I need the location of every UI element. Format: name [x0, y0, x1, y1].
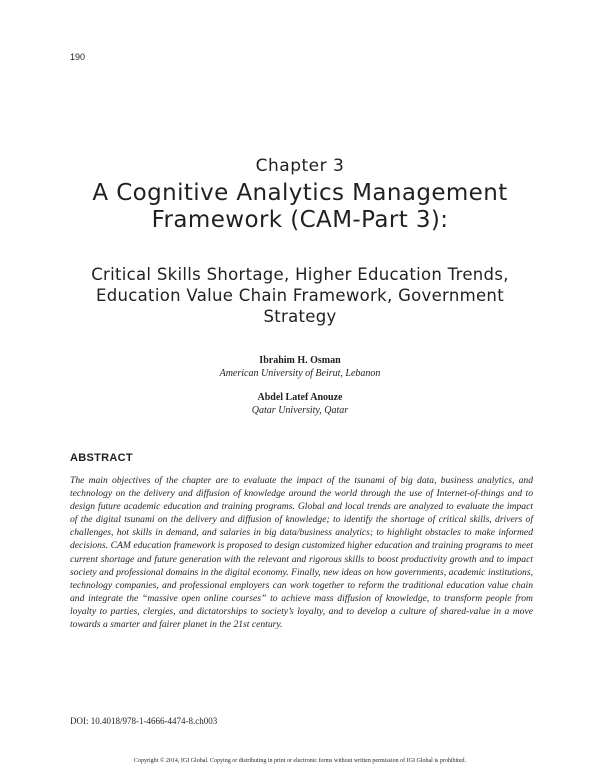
abstract-heading: ABSTRACT — [70, 452, 133, 464]
chapter-label: Chapter 3 — [255, 156, 345, 176]
author-name-2: Abdel Latef Anouze — [257, 392, 343, 403]
author-affiliation-2: Qatar University, Qatar — [251, 405, 349, 416]
abstract-body: The main objectives of the chapter are to evaluate the impact of the tsunami of big data, business analytics, and technology on the delivery and diffusion of knowledge around the world through the use of Internet-of-things and to design future academic education and training programs. Global and local trends are analyzed to evaluate the impact of the digital tsunami on the delivery and diffusion of knowledge; to identify the shortage of critical skills, drivers of challenges, hot skills in demand, and salaries in big data/business analytics; to highlight obstacles to make informed decisions. CAM education framework is proposed to design customized higher education and training programs to meet current shortage and future generation with the relevant and rigorous skills to boost productivity growth and to impact society and professional domains in the digital economy. Finally, new ideas on how governments, academic institutions, technology companies, and professional employers can work together to reform the traditional education value chain and integrate the “massive open online courses” to achieve mass diffusion of knowledge, to transform people from loyalty to parties, clergies, and dictatorships to society’s loyalty, and to develop a culture of shared-value in a move towards a smarter and fairer planet in the 21st century. — [70, 475, 533, 631]
chapter-title: A Cognitive Analytics Management Framework (CAM-Part 3): — [92, 180, 508, 233]
author-name-1: Ibrahim H. Osman — [259, 355, 341, 366]
page-number: 190 — [70, 52, 86, 62]
doi-line: DOI: 10.4018/978-1-4666-4474-8.ch003 — [70, 716, 218, 726]
chapter-subtitle: Critical Skills Shortage, Higher Education Trends, Education Value Chain Framework, Government Strategy — [91, 265, 509, 326]
copyright-notice: Copyright © 2014, IGI Global. Copying or distributing in print or electronic forms without written permission of IGI Global is prohibited. — [133, 758, 466, 764]
author-affiliation-1: American University of Beirut, Lebanon — [219, 368, 381, 379]
